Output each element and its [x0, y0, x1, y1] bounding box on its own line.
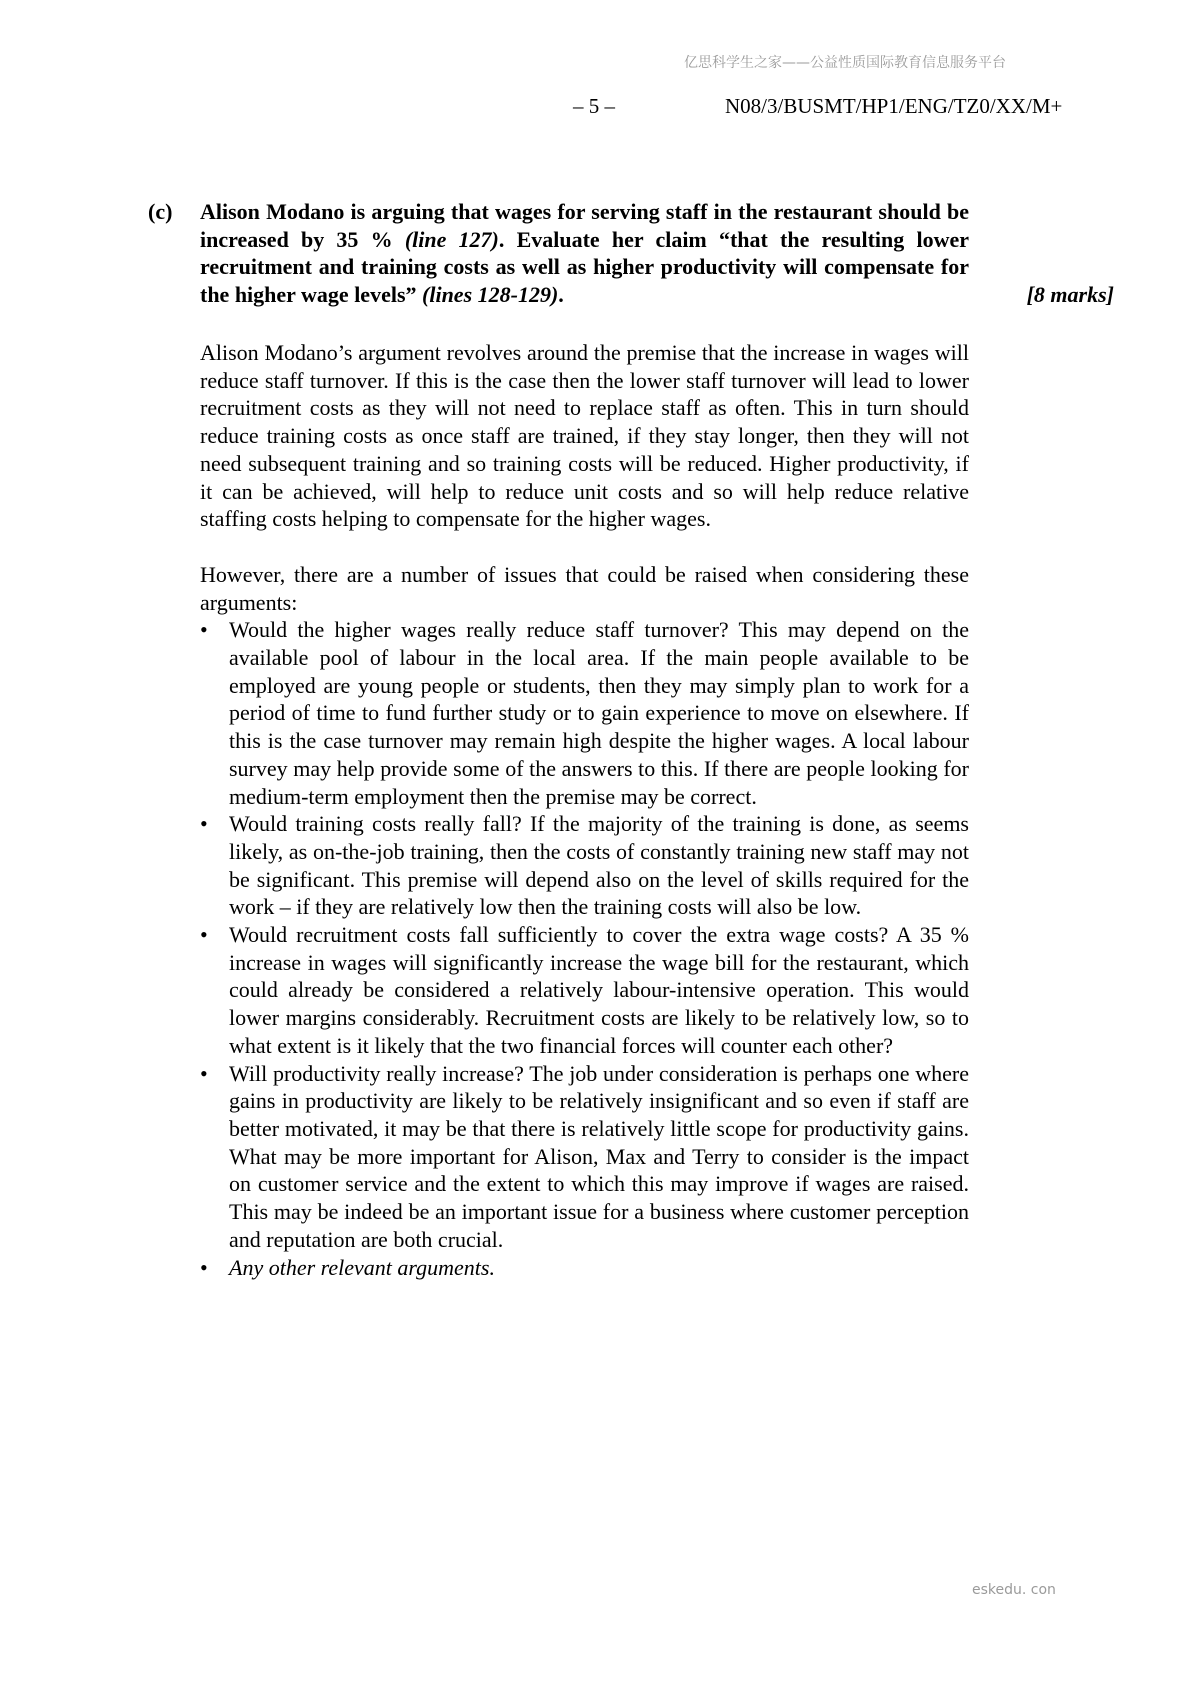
page-number: – 5 –: [573, 94, 615, 118]
question-text: [200, 198, 969, 309]
question-text-part2: . Evaluate her claim “that the resulting lower recruitment and training costs as well as higher productivity will compensate for the higher wage levels”: [200, 226, 969, 308]
question-text-part3: .: [558, 282, 564, 308]
list-item: [200, 1060, 969, 1254]
bullet-icon: •: [200, 1254, 208, 1280]
question-label: (c): [148, 199, 173, 224]
question-line-reference-1: (line 127): [404, 226, 499, 252]
answer-paragraph-1: Alison Modano’s argument revolves around the premise that the increase in wages will reduce staff turnover. If this is the case then the lower staff turnover will lead to lower recruitment costs as they will not need to replace staff as often. This in turn should reduce training costs as once staff are trained, if they stay longer, then they will not need subsequent training and so training costs will be reduced. Higher productivity, if it can be achieved, will help to reduce unit costs and so will help reduce relative staffing costs helping to compensate for the higher wages.: [200, 340, 969, 532]
watermark-top-text: 亿思科学生之家——公益性质国际教育信息服务平台: [684, 55, 1006, 71]
list-item: [200, 616, 969, 810]
list-item: [200, 810, 969, 921]
markscheme-answer: [200, 339, 969, 1281]
list-item-text: Would recruitment costs fall sufficiently to cover the extra wage costs? A 35 % increase in wages will significantly increase the wage bill for the restaurant, which could already be considered a relatively labour-intensive operation. This would lower margins considerably. Recruitment costs are likely to be relatively low, so to what extent is it likely that the two financial forces will counter each other?: [229, 922, 969, 1058]
question-text-part1: Alison Modano is arguing that wages for serving staff in the restaurant should be increased by 35 %: [200, 199, 969, 252]
list-item-text: Any other relevant arguments.: [229, 1254, 495, 1280]
question-marks: [8 marks]: [1026, 282, 1114, 307]
bullet-icon: •: [200, 617, 208, 643]
question-line-reference-2: (lines 128-129): [422, 282, 559, 308]
bullet-icon: •: [200, 811, 208, 837]
watermark-bottom-text: eskedu. con: [972, 1582, 1056, 1598]
list-item-text: Would training costs really fall? If the majority of the training is done, as seems likely, as on-the-job training, then the costs of constantly training new staff may not be significant. This premise will depend also on the level of skills required for the work – if they are relatively low then the training costs will also be low.: [229, 811, 969, 920]
bullet-icon: •: [200, 1060, 208, 1086]
answer-paragraph-2: However, there are a number of issues that could be raised when considering these arguments:: [200, 561, 969, 615]
list-item-text: Will productivity really increase? The job under consideration is perhaps one where gains in productivity are likely to be relatively insignificant and so even if staff are better motivated, it may be that there is relatively little scope for productivity gains. What may be more important for Alison, Max and Terry to consider is the impact on customer service and the extent to which this may improve if wages are raised. This may be indeed be an important issue for a business where customer perception and reputation are both crucial.: [229, 1060, 969, 1252]
paper-code: N08/3/BUSMT/HP1/ENG/TZ0/XX/M+: [725, 94, 1063, 118]
answer-bullet-list: [200, 616, 969, 1281]
page-header: [0, 94, 1191, 124]
list-item: [200, 921, 969, 1060]
bullet-icon: •: [200, 922, 208, 948]
list-item-text: Would the higher wages really reduce staff turnover? This may depend on the available pool of labour in the local area. If the main people available to be employed are young people or students, then they may simply plan to work for a period of time to fund further study or to gain experience to move on elsewhere. If this is the case turnover may remain high despite the higher wages. A local labour survey may help provide some of the answers to this. If there are people looking for medium-term employment then the premise may be correct.: [229, 617, 969, 809]
list-item-other-arguments: [200, 1254, 969, 1282]
